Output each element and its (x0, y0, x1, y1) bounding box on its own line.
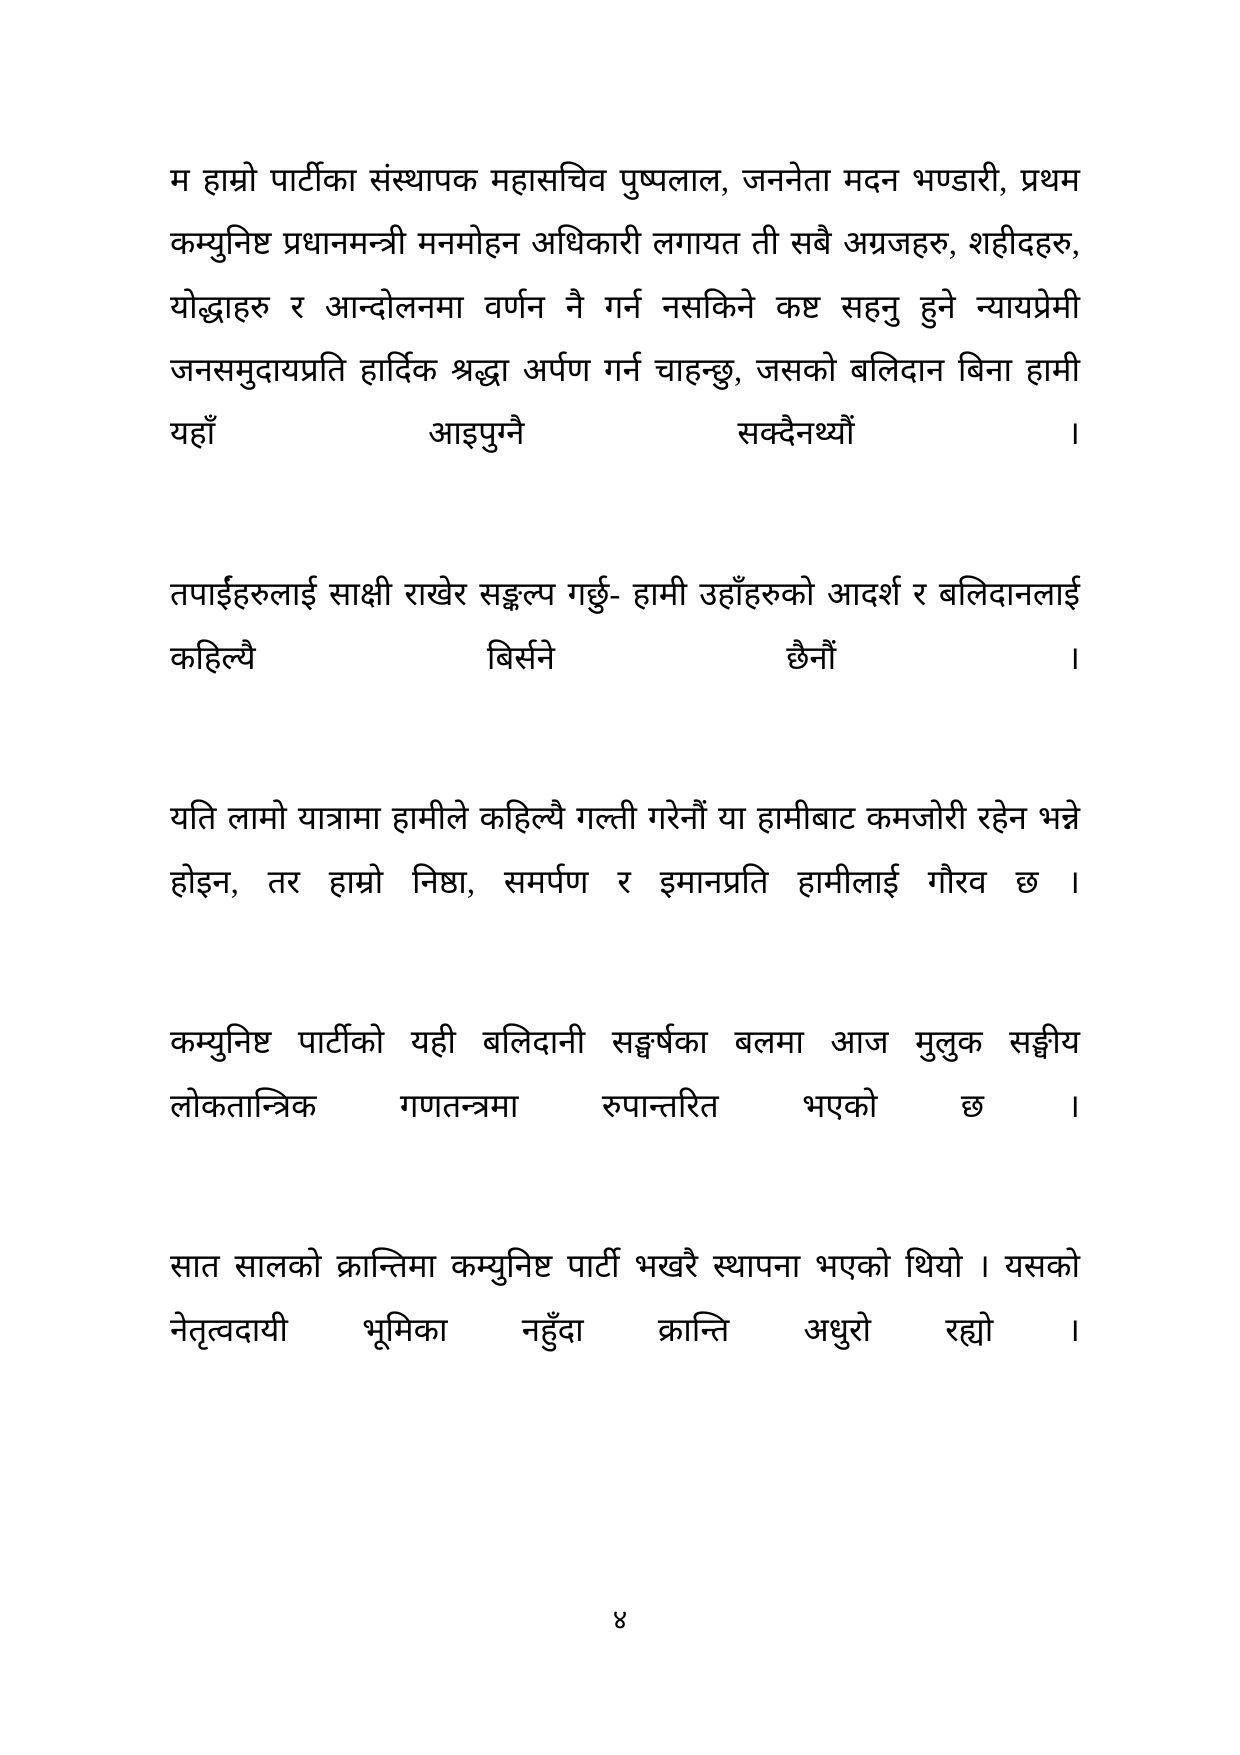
paragraph: यति लामो यात्रामा हामीले कहिल्यै गल्ती गरेनौं या हामीबाट कमजोरी रहेन भन्ने होइन, तर हाम्रो निष्ठा, समर्पण र इमानप्रति हामीलाई गौरव छ । (170, 801, 1080, 901)
paragraph: म हाम्रो पार्टीका संस्थापक महासचिव पुष्पलाल, जननेता मदन भण्डारी, प्रथम कम्युनिष्ट प्रधानमन्त्री मनमोहन अधिकारी लगायत ती सबै अग्रजहरु, शहीदहरु, योद्धाहरु र आन्दोलनमा वर्णन नै गर्न नसकिने कष्ट सहनु हुने न्यायप्रेमी जनसमुदायप्रति हार्दिक श्रद्धा अर्पण गर्न चाहन्छु, जसको बलिदान बिना हामी यहाँ आइपुग्नै सक्दैनथ्यौं । (170, 163, 1080, 453)
paragraph: कम्युनिष्ट पार्टीको यही बलिदानी सङ्घर्षका बलमा आज मुलुक सङ्घीय लोकतान्त्रिक गणतन्त्रमा रुपान्तरित भएको छ । (170, 1025, 1080, 1125)
paragraph: सात सालको क्रान्तिमा कम्युनिष्ट पार्टी भखरै स्थापना भएको थियो । यसको नेतृत्वदायी भूमिका नहुँदा क्रान्ति अधुरो रह्यो । (170, 1249, 1080, 1349)
paragraph: तपाईंहरुलाई साक्षी राखेर सङ्कल्प गर्छु- हामी उहाँहरुको आदर्श र बलिदानलाई कहिल्यै बिर्सने छैनौं । (170, 577, 1080, 677)
page-number: ४ (612, 1605, 628, 1636)
document-body (170, 150, 1080, 1426)
